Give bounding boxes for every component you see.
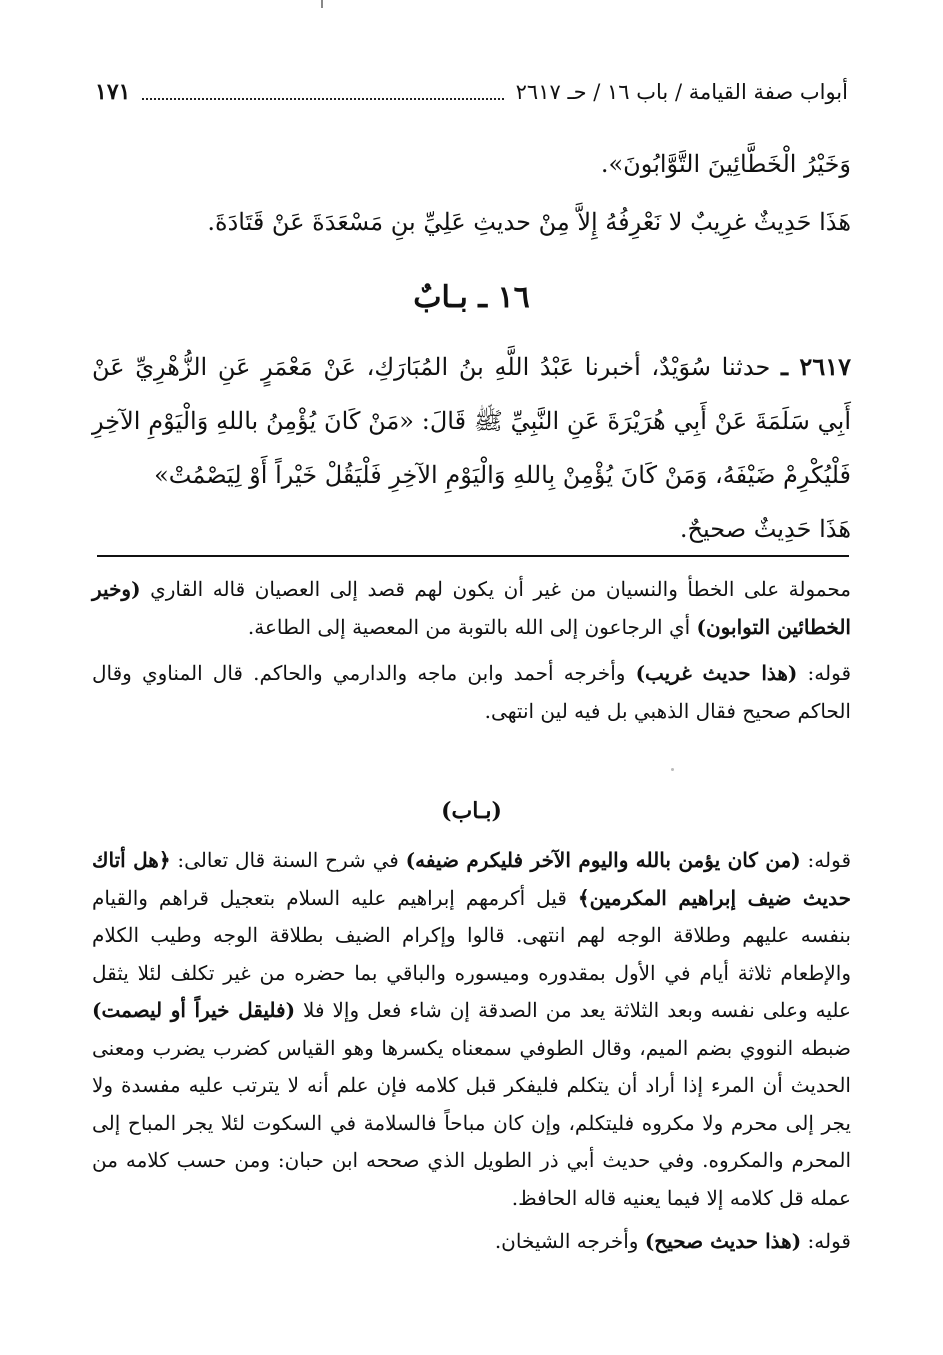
commentary-quote: (من كان يؤمن بالله واليوم الآخر فليكرم ضيفه)	[405, 848, 801, 872]
header-title: أبواب صفة القيامة / باب ١٦ / حـ ٢٦١٧	[515, 80, 848, 104]
commentary-quote: ﴿هل أتاك حديث ضيف إبراهيم المكرمين﴾	[92, 848, 851, 910]
commentary-quote: (فليقل خيراً أو ليصمت)	[92, 998, 296, 1022]
hadith-block	[92, 340, 851, 556]
previous-hadith-grading: هَذَا حَدِيثٌ غرِيبٌ لا نَعْرِفُهُ إِلاَّ مِنْ حديثِ عَلِيِّ بنِ مَسْعَدَةَ عَنْ قَتَادَةَ.	[207, 208, 851, 236]
commentary-paragraph	[92, 654, 851, 730]
commentary-section-2	[92, 842, 851, 1267]
commentary-chapter-title: (بـاب)	[441, 798, 502, 824]
commentary-paragraph	[92, 570, 851, 646]
commentary-paragraph	[92, 842, 851, 1217]
running-header	[95, 74, 848, 110]
chapter-title: ١٦ ـ بـابٌ	[413, 280, 530, 315]
header-leader-dots	[142, 84, 503, 100]
commentary-text: قوله:	[797, 661, 852, 685]
commentary-quote: (هذا حديث غريب)	[635, 661, 798, 685]
hadith-number: ٢٦١٧ ـ	[780, 352, 851, 381]
hadith-body: حدثنا سُوَيْدٌ، أخبرنا عَبْدُ اللَّهِ بنُ المُبَارَكِ، عَنْ مَعْمَرٍ عَنِ الزُّهْرِيِّ عَنْ أَبِي سَلَمَةَ عَنْ أَبِي هُرَيْرَةَ عَنِ النَّبِيِّ ﷺ قَالَ: «مَنْ كَانَ يُؤْمِنُ باللهِ وَالْيَوْمِ الآخِرِ فَلْيُكْرِمْ ضَيْفَهُ، وَمَنْ كَانَ يُؤْمِنْ بِاللهِ وَالْيَوْمِ الآخِرِ فَلْيَقُلْ خَيْراً أَوْ لِيَصْمُتْ»	[92, 353, 851, 489]
commentary-text: وأخرجه أحمد وابن ماجه والدارمي والحاكم. قال المناوي وقال الحاكم صحيح فقال الذهبي بل فيه لين انتهى.	[92, 661, 851, 723]
commentary-text: ضبطه النووي بضم الميم، وقال الطوفي سمعناه يكسرها وهو القياس كضرب يضرب ومعنى الحديث أن المرء إذا أراد أن يتكلم فليفكر قبل كلامه فإن علم أنه لا يترتب عليه مفسدة ولا يجر إلى محرم ولا مكروه فليتكلم، وإن كان مباحاً فالسلامة في السكوت لئلا يجر المباح إلى المحرم والمكروه. وفي حديث أبي ذر الطويل الذي صححه ابن حبان: ومن حسب كلامه من عمله قل كلامه إلا فيما يعنيه قاله الحافظ.	[92, 1035, 851, 1210]
commentary-section-1	[92, 570, 851, 738]
commentary-text: قيل أكرمهم إبراهيم عليه السلام بتعجيل قراهم والقيام بنفسه عليهم وطلاقة الوجه لهم انتهى. قالوا وإكرام الضيف بطلاقة الوجه وطيب الكلام والإطعام ثلاثة أيام في الأول بمقدوره وميسوره والباقي بما حضره من غير تكلف لئلا يثقل عليه وعلى نفسه وبعد الثلاثة يعد من الصدقة إن شاء فعل وإلا فلا	[92, 885, 851, 1022]
previous-hadith-continuation: وَخَيْرُ الْخَطَّائِينَ التَّوَّابُونَ».	[600, 150, 851, 178]
footnote-divider	[97, 555, 849, 557]
main-text	[92, 135, 851, 251]
commentary-paragraph	[92, 1223, 851, 1261]
scan-mark	[321, 0, 323, 8]
commentary-text: قوله:	[800, 848, 852, 872]
hadith-text	[92, 340, 851, 502]
commentary-text: محمولة على الخطأ والنسيان من غير أن يكون لهم قصد إلى العصيان قاله القاري	[140, 577, 851, 601]
page-number: ١٧١	[95, 79, 131, 105]
commentary-text: وأخرجه الشيخان.	[494, 1229, 645, 1253]
scan-speck	[671, 768, 674, 771]
commentary-text: قوله:	[801, 1229, 851, 1253]
hadith-grading: هَذَا حَدِيثٌ صحيحٌ.	[679, 515, 851, 543]
commentary-text: أي الرجاعون إلى الله بالتوبة من المعصية إلى الطاعة.	[247, 615, 697, 639]
commentary-quote: (هذا حديث صحيح)	[644, 1229, 802, 1253]
commentary-text: في شرح السنة قال تعالى:	[170, 848, 406, 872]
commentary-quote: (وخير الخطائين التوابون)	[92, 577, 851, 639]
